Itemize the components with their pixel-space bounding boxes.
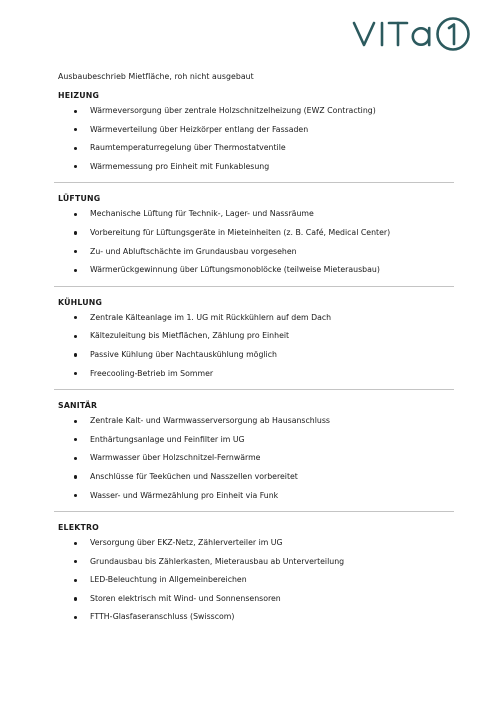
- list-item-text: LED-Beleuchtung in Allgemeinbereichen: [90, 575, 247, 585]
- section-title: SANITÄR: [58, 401, 98, 411]
- bullet-icon: [74, 372, 77, 375]
- list-item: [58, 472, 450, 491]
- list-item: [58, 612, 450, 631]
- item-list: [58, 106, 450, 180]
- bullet-icon: [74, 494, 77, 497]
- list-item: [58, 331, 450, 350]
- list-item: [58, 575, 450, 594]
- list-item-text: Wärmeverteilung über Heizkörper entlang der Fassaden: [90, 124, 309, 134]
- list-item: [58, 491, 450, 510]
- section-divider: [54, 286, 454, 287]
- list-item: [58, 265, 450, 284]
- bullet-icon: [74, 475, 77, 478]
- list-item-text: Versorgung über EKZ-Netz, Zählerverteiler im UG: [90, 538, 283, 548]
- list-item-text: Warmwasser über Holzschnitzel-Fernwärme: [90, 453, 261, 463]
- list-item: [58, 209, 450, 228]
- document-body: [58, 72, 450, 631]
- list-item: [58, 313, 450, 332]
- bullet-icon: [74, 579, 77, 582]
- section-title: LÜFTUNG: [58, 194, 101, 204]
- list-item: [58, 162, 450, 181]
- list-item-text: Mechanische Lüftung für Technik-, Lager- und Nassräume: [90, 209, 314, 219]
- vita1-logo: [352, 14, 474, 54]
- document-subtitle: Ausbaubeschrieb Mietfläche, roh nicht ausgebaut: [58, 72, 254, 81]
- bullet-icon: [74, 231, 77, 234]
- bullet-icon: [74, 616, 77, 619]
- bullet-icon: [74, 335, 77, 338]
- list-item-text: Wärmerückgewinnung über Lüftungsmonoblöcke (teilweise Mieterausbau): [90, 265, 380, 275]
- bullet-icon: [74, 110, 77, 113]
- section-divider: [54, 511, 454, 512]
- item-list: [58, 538, 450, 631]
- list-item-text: Grundausbau bis Zählerkasten, Mieterausbau ab Unterverteilung: [90, 556, 345, 566]
- section-divider: [54, 389, 454, 390]
- bullet-icon: [74, 597, 77, 600]
- list-item-text: Kältezuleitung bis Mietflächen, Zählung pro Einheit: [90, 331, 290, 341]
- section-title: KÜHLUNG: [58, 297, 103, 307]
- section-title: HEIZUNG: [58, 91, 100, 100]
- bullet-icon: [74, 250, 77, 253]
- section-elektro: [58, 523, 450, 631]
- list-item-text: Zu- und Abluftschächte im Grundausbau vorgesehen: [90, 246, 297, 256]
- bullet-icon: [74, 213, 77, 216]
- list-item-text: Zentrale Kalt- und Warmwasserversorgung ab Hausanschluss: [90, 416, 330, 426]
- list-item-text: Storen elektrisch mit Wind- und Sonnensensoren: [90, 593, 281, 603]
- list-item-text: Wasser- und Wärmezählung pro Einheit via Funk: [90, 490, 279, 500]
- bullet-icon: [74, 353, 77, 356]
- list-item: [58, 369, 450, 388]
- list-item-text: Freecooling-Betrieb im Sommer: [90, 368, 214, 378]
- vita1-logo-graphic: [352, 14, 474, 54]
- list-item-text: Anschlüsse für Teeküchen und Nasszellen vorbereitet: [90, 471, 298, 481]
- bullet-icon: [74, 457, 77, 460]
- bullet-icon: [74, 438, 77, 441]
- list-item-text: Wärmemessung pro Einheit mit Funkablesung: [90, 161, 270, 171]
- item-list: [58, 209, 450, 283]
- list-item: [58, 247, 450, 266]
- bullet-icon: [74, 316, 77, 319]
- list-item: [58, 594, 450, 613]
- bullet-icon: [74, 420, 77, 423]
- list-item: [58, 125, 450, 144]
- list-item-text: Raumtemperaturregelung über Thermostatventile: [90, 143, 286, 153]
- item-list: [58, 313, 450, 387]
- list-item: [58, 106, 450, 125]
- list-item: [58, 416, 450, 435]
- section-lueftung: [58, 194, 450, 283]
- list-item: [58, 228, 450, 247]
- list-item-text: Enthärtungsanlage und Feinfilter im UG: [90, 434, 245, 444]
- section-sanitaer: [58, 401, 450, 509]
- section-kuehlung: [58, 298, 450, 387]
- bullet-icon: [74, 128, 77, 131]
- bullet-icon: [74, 560, 77, 563]
- list-item-text: Vorbereitung für Lüftungsgeräte in Mieteinheiten (z. B. Café, Medical Center): [90, 227, 391, 237]
- list-item: [58, 557, 450, 576]
- bullet-icon: [74, 165, 77, 168]
- section-heizung: [58, 91, 450, 180]
- item-list: [58, 416, 450, 509]
- list-item: [58, 143, 450, 162]
- section-title: ELEKTRO: [58, 523, 100, 533]
- list-item: [58, 435, 450, 454]
- list-item: [58, 350, 450, 369]
- list-item-text: Passive Kühlung über Nachtauskühlung möglich: [90, 349, 277, 359]
- list-item-text: FTTH-Glasfaseranschluss (Swisscom): [90, 612, 235, 622]
- list-item-text: Zentrale Kälteanlage im 1. UG mit Rückkühlern auf dem Dach: [90, 312, 332, 322]
- list-item: [58, 538, 450, 557]
- bullet-icon: [74, 147, 77, 150]
- bullet-icon: [74, 542, 77, 545]
- section-divider: [54, 182, 454, 183]
- bullet-icon: [74, 269, 77, 272]
- list-item: [58, 453, 450, 472]
- list-item-text: Wärmeversorgung über zentrale Holzschnitzelheizung (EWZ Contracting): [90, 106, 376, 115]
